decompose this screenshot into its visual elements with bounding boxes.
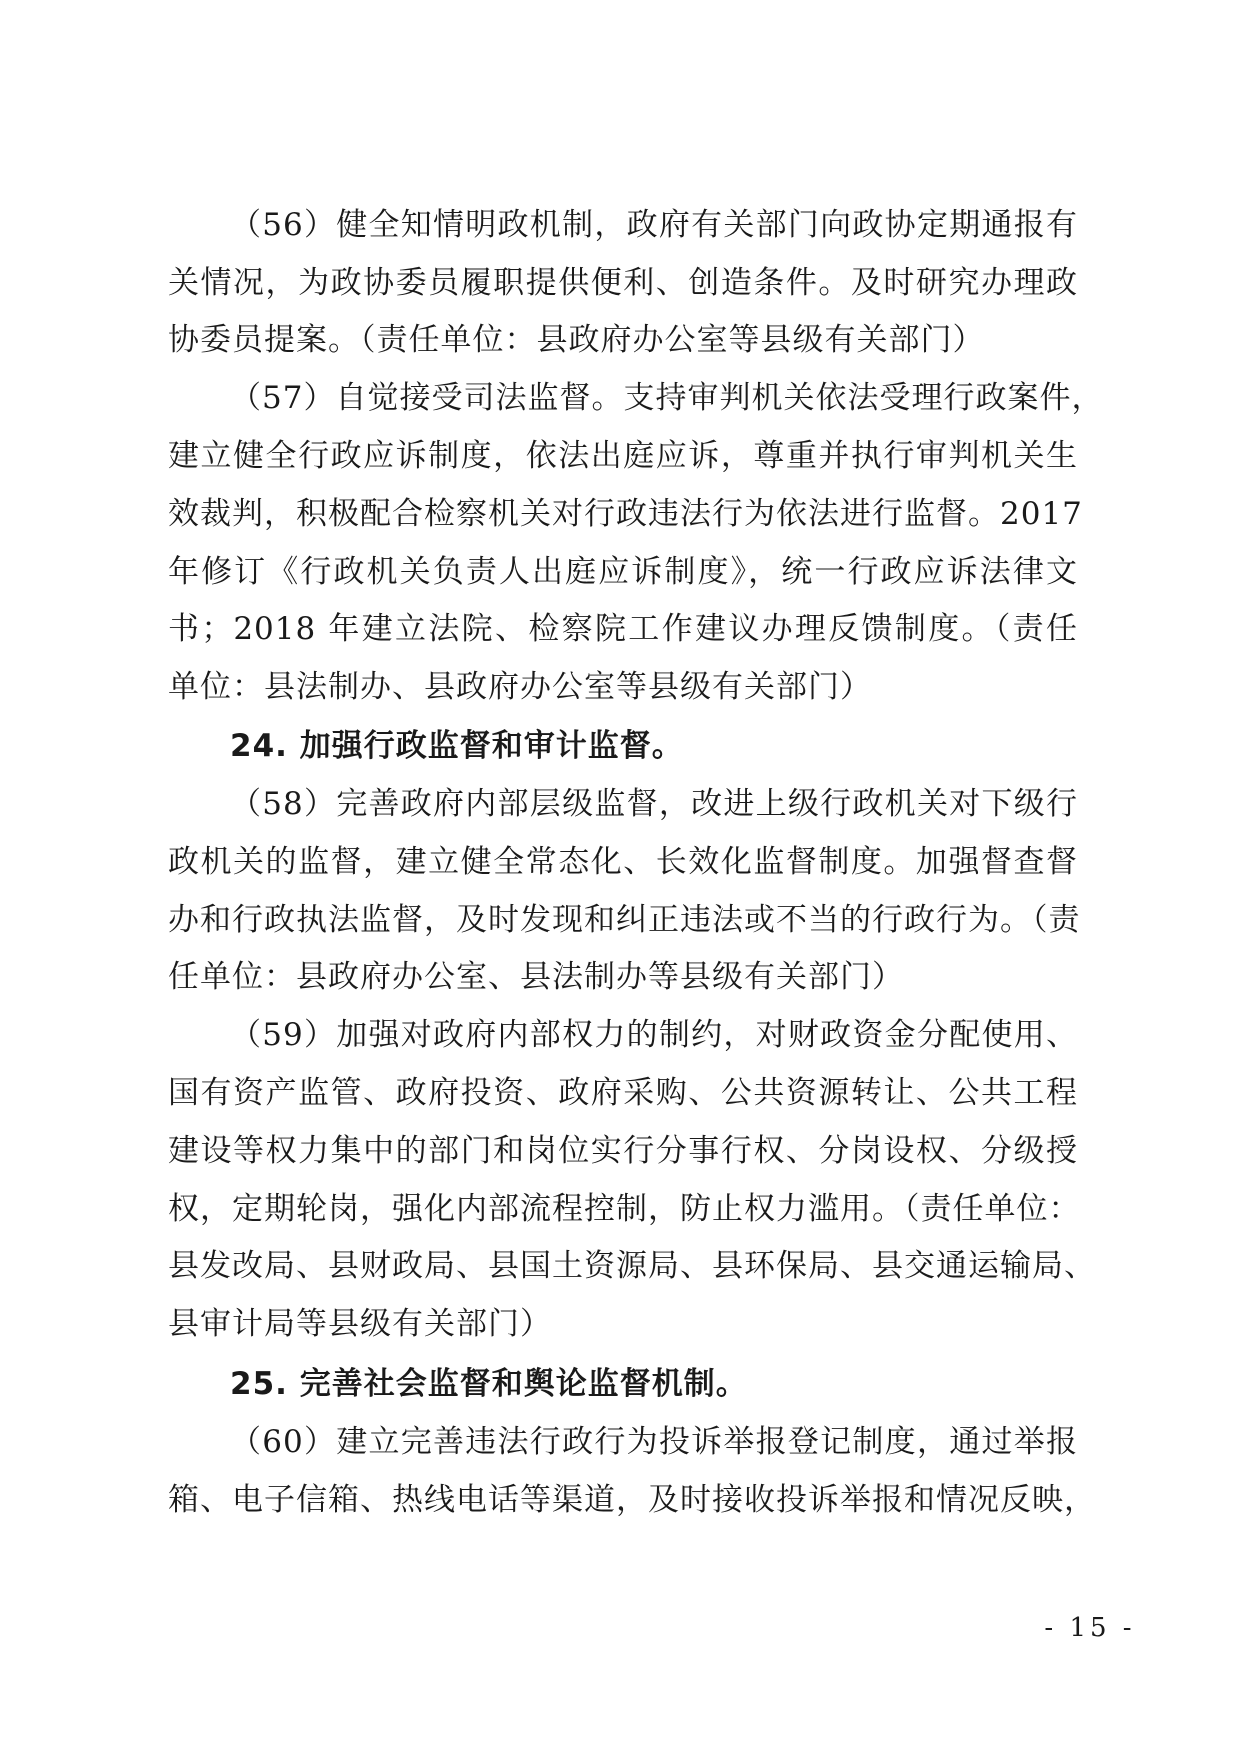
paragraph-58-line-2: 政机关的监督，建立健全常态化、长效化监督制度。加强督查督 — [168, 844, 1078, 880]
paragraph-56-line-3: 协委员提案。（责任单位：县政府办公室等县级有关部门） — [168, 322, 985, 358]
paragraph-59-line-1: （59）加强对政府内部权力的制约，对财政资金分配使用、 — [230, 1017, 1078, 1053]
paragraph-57-line-3: 效裁判，积极配合检察机关对行政违法行为依法进行监督。2017 — [168, 496, 1083, 532]
paragraph-59-line-2: 国有资产监管、政府投资、政府采购、公共资源转让、公共工程 — [168, 1075, 1078, 1111]
paragraph-57-line-5: 书；2018 年建立法院、检察院工作建议办理反馈制度。（责任 — [168, 611, 1078, 647]
paragraph-59-line-3: 建设等权力集中的部门和岗位实行分事行权、分岗设权、分级授 — [168, 1133, 1078, 1169]
paragraph-57-line-2: 建立健全行政应诉制度，依法出庭应诉，尊重并执行审判机关生 — [168, 438, 1078, 474]
paragraph-56-line-1: （56）健全知情明政机制，政府有关部门向政协定期通报有 — [230, 207, 1078, 243]
paragraph-59-line-6: 县审计局等县级有关部门） — [168, 1306, 552, 1342]
paragraph-60-line-1: （60）建立完善违法行政行为投诉举报登记制度，通过举报 — [230, 1424, 1078, 1460]
paragraph-59-line-5: 县发改局、县财政局、县国土资源局、县环保局、县交通运输局、 — [168, 1248, 1096, 1284]
paragraph-57-line-1: （57）自觉接受司法监督。支持审判机关依法受理行政案件， — [230, 380, 1104, 416]
paragraph-60-line-2: 箱、电子信箱、热线电话等渠道，及时接收投诉举报和情况反映， — [168, 1482, 1096, 1518]
section-heading-24: 24. 加强行政监督和审计监督。 — [230, 728, 684, 764]
paragraph-57-line-4: 年修订《行政机关负责人出庭应诉制度》，统一行政应诉法律文 — [168, 554, 1078, 590]
paragraph-56-line-2: 关情况，为政协委员履职提供便利、创造条件。及时研究办理政 — [168, 265, 1078, 301]
section-heading-25: 25. 完善社会监督和舆论监督机制。 — [230, 1366, 748, 1402]
paragraph-58-line-3: 办和行政执法监督，及时发现和纠正违法或不当的行政行为。（责 — [168, 902, 1081, 938]
page-number: - 15 - — [1044, 1613, 1136, 1643]
paragraph-59-line-4: 权，定期轮岗，强化内部流程控制，防止权力滥用。（责任单位： — [168, 1191, 1081, 1227]
paragraph-58-line-4: 任单位：县政府办公室、县法制办等县级有关部门） — [168, 959, 904, 995]
paragraph-57-line-6: 单位：县法制办、县政府办公室等县级有关部门） — [168, 669, 872, 705]
paragraph-58-line-1: （58）完善政府内部层级监督，改进上级行政机关对下级行 — [230, 786, 1078, 822]
